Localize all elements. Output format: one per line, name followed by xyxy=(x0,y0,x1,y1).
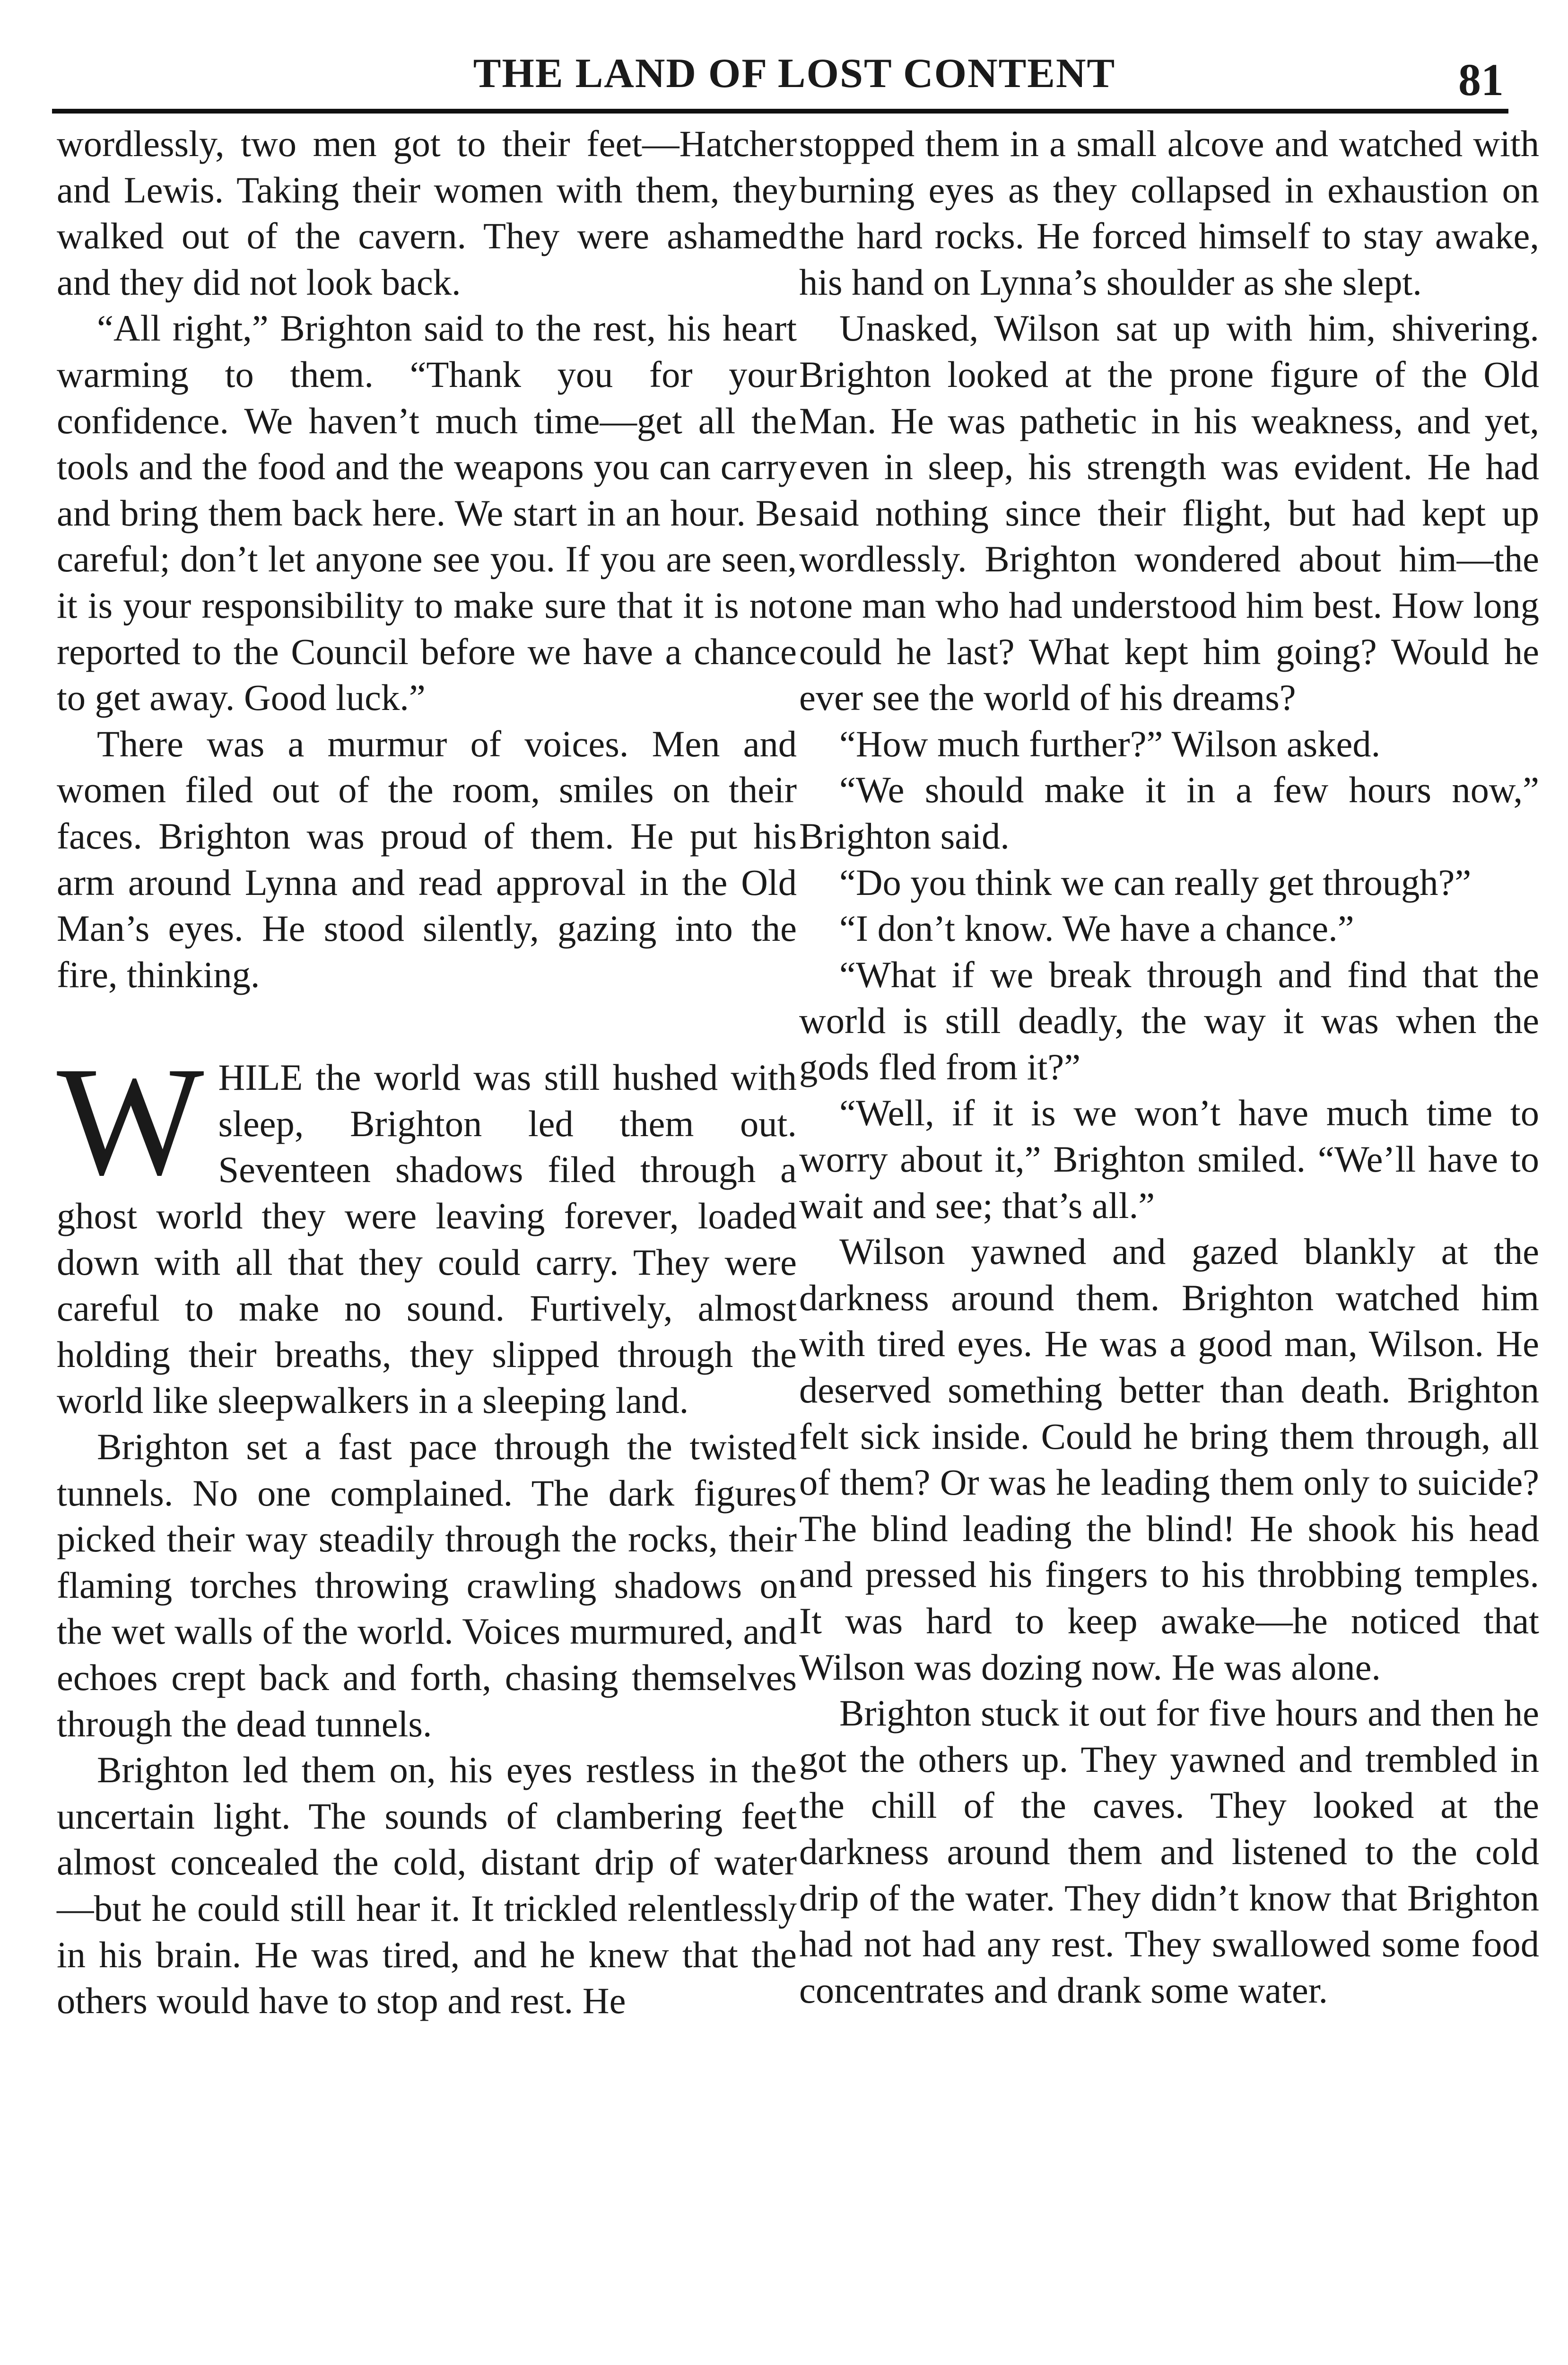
paragraph: There was a murmur of voices. Men and women filed out of the room, smiles on their faces. Brighton was proud of them. He put his arm around Lynna and read approval in the Old Man’s eyes. He stood silently, gazing into the fire, thinking. xyxy=(57,723,797,995)
paragraph: “All right,” Brighton said to the rest, his heart warming to them. “Thank you for your confidence. We haven’t much time—get all the tools and the food and the weapons you can carry and bring them back here. We start in an hour. Be careful; don’t let anyone see you. If you are seen, it is your responsibility to make sure that it is not reported to the Council before we have a chance to get away. Good luck.” xyxy=(57,307,797,718)
paragraph: “Well, if it is we won’t have much time to worry about it,” Brighton smiled. “We’ll have to wait and see; that’s all.” xyxy=(799,1092,1539,1226)
drop-cap: W xyxy=(57,1035,204,1208)
paragraph-text: HILE the world was still hushed with sleep, Brighton led them out. Seventeen shadows filed through a ghost world they were leaving forever, loaded down with all that they could carry. They were careful to make no sound. Furtively, almost holding their breaths, they slipped through the world like sleepwalkers in a sleeping land. xyxy=(57,1057,797,1421)
paragraph: “We should make it in a few hours now,” Brighton said. xyxy=(799,769,1539,857)
paragraph: Unasked, Wilson sat up with him, shivering. Brighton looked at the prone figure of the Old Man. He was pathetic in his weakness, and yet, even in sleep, his strength was evident. He had said nothing since their flight, but had kept up wordlessly. Brighton wondered about him—the one man who had understood him best. How long could he last? What kept him going? Would he ever see the world of his dreams? xyxy=(799,307,1539,718)
left-column xyxy=(57,121,797,2024)
paragraph: Brighton set a fast pace through the twisted tunnels. No one complained. The dark figures picked their way steadily through the rocks, their flaming torches throwing crawling shadows on the wet walls of the world. Voices murmured, and echoes crept back and forth, chasing themselves through the dead tunnels. xyxy=(57,1426,797,1744)
section-opening-paragraph xyxy=(57,1035,797,1424)
paragraph: Wilson yawned and gazed blankly at the darkness around them. Brighton watched him with tired eyes. He was a good man, Wilson. He deserved something better than death. Brighton felt sick inside. Could he bring them through, all of them? Or was he leading them only to suicide? The blind leading the blind! He shook his head and pressed his fingers to his throbbing temples. It was hard to keep awake—he noticed that Wilson was dozing now. He was alone. xyxy=(799,1231,1539,1688)
page-header xyxy=(52,50,1508,111)
paragraph: Brighton led them on, his eyes restless in the uncertain light. The sounds of clambering feet almost concealed the cold, distant drip of water—but he could still hear it. It trickled relentlessly in his brain. He was tired, and he knew that the others would have to stop and rest. He xyxy=(57,1749,797,2022)
paragraph: wordlessly, two men got to their feet—Hatcher and Lewis. Taking their women with them, they walked out of the cavern. They were ashamed and they did not look back. xyxy=(57,123,797,303)
page-number: 81 xyxy=(1458,54,1504,105)
paragraph: “I don’t know. We have a chance.” xyxy=(839,908,1354,949)
paragraph: “How much further?” Wilson asked. xyxy=(839,723,1381,764)
running-title: THE LAND OF LOST CONTENT xyxy=(473,51,1116,96)
paragraph: “What if we break through and find that the world is still deadly, the way it was when the gods fled from it?” xyxy=(799,954,1539,1087)
right-column xyxy=(799,121,1539,2013)
paragraph: “Do you think we can really get through?” xyxy=(839,861,1472,903)
paragraph: Brighton stuck it out for five hours and then he got the others up. They yawned and trembled in the chill of the caves. They looked at the darkness around them and listened to the cold drip of the water. They didn’t know that Brighton had not had any rest. They swallowed some food concentrates and drank some water. xyxy=(799,1692,1539,2011)
paragraph: stopped them in a small alcove and watched with burning eyes as they collapsed in exhaustion on the hard rocks. He forced himself to stay awake, his hand on Lynna’s shoulder as she slept. xyxy=(799,123,1539,303)
header-rule xyxy=(52,109,1508,114)
